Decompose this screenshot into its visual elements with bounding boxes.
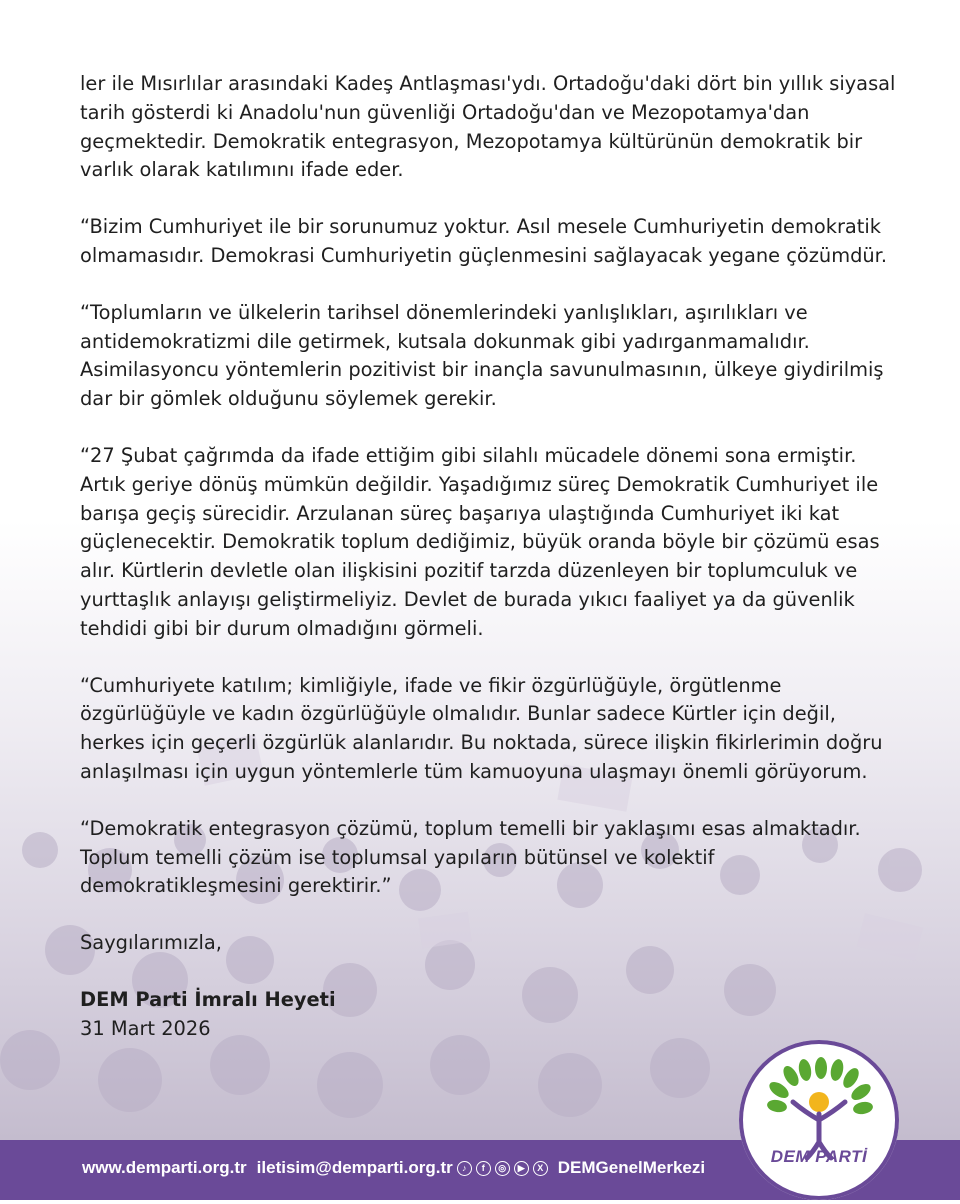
paragraph: “27 Şubat çağrımda da ifade ettiğim gibi silahlı mücadele dönemi sona ermiştir. Artık geriye dönüş mümkün değildir. Yaşadığımız süreç Demokratik Cumhuriyet ile barışa geçiş sürecidir. Arzulanan süreç başarıya ulaştığında Cumhuriyet iki kat güçlenecektir. Demokratik toplum dediğimiz, büyük oranda böyle bir çözümü esas alır. Kürtlerin devletle olan ilişkisini pozitif tarzda düzenleyen bir toplumculuk ve yurttaşlık anlayışı geliştirmeliyiz. Devlet de burada yıkıcı faaliyet ya da güvenlik tehdidi gibi bir durum olmadığını görmeli. [80,443,880,640]
dem-parti-logo [739,1040,899,1200]
email-link[interactable]: iletisim@demparti.org.tr [256,1158,453,1177]
facebook-icon[interactable]: f [476,1161,491,1176]
signature-date: 31 Mart 2026 [80,1016,211,1040]
signature-name: DEM Parti İmralı Heyeti [80,987,336,1011]
paragraph: “Demokratik entegrasyon çözümü, toplum temelli bir yaklaşımı esas almaktadır. Toplum temelli çözüm ise toplumsal yapıların bütünsel ve kolektif demokratikleşmesini gerektirir.” [80,816,861,898]
tree-figure-icon [739,1040,899,1200]
social-icons [457,1161,552,1176]
closing: Saygılarımızla, [80,931,222,955]
paragraph: “Cumhuriyete katılım; kimliğiyle, ifade ve fikir özgürlüğüyle, örgütlenme özgürlüğüyle ve kadın özgürlüğüyle olmalıdır. Bunlar sadece Kürtler için değil, herkes için geçerli özgürlük alanlarıdır. Bu noktada, sürece ilişkin fikirlerimin doğru anlaşılması için uygun yöntemlerle tüm kamuoyuna ulaşmayı önemli görüyorum. [80,673,883,783]
paragraph: ler ile Mısırlılar arasındaki Kadeş Antlaşması'ydı. Ortadoğu'daki dört bin yıllık siyasal tarih gösterdi ki Anadolu'nun güvenliği Ortadoğu'dan ve Mezopotamya'dan geçmektedir. Demokratik entegrasyon, Mezopotamya kültürünün demokratik bir varlık olarak katılımını ifade eder. [80,72,896,182]
statement-body [80,70,900,1044]
tiktok-icon[interactable]: ♪ [457,1161,472,1176]
x-icon[interactable]: X [533,1161,548,1176]
social-handle[interactable]: DEMGenelMerkezi [557,1158,706,1177]
paragraph: “Toplumların ve ülkelerin tarihsel dönemlerindeki yanlışlıkları, aşırılıkları ve antidemokratizmi dile getirmek, kutsala dokunmak gibi yadırganmamalıdır. Asimilasyoncu yöntemlerin pozitivist bir inançla savunulmasının, ülkeye giydirilmiş dar bir gömlek olduğunu söylemek gerekir. [80,300,884,411]
instagram-icon[interactable]: ◎ [495,1161,510,1176]
logo-text: DEM PARTİ [770,1147,868,1166]
youtube-icon[interactable]: ▶ [514,1161,529,1176]
paragraph: “Bizim Cumhuriyet ile bir sorunumuz yoktur. Asıl mesele Cumhuriyetin demokratik olmamasıdır. Demokrasi Cumhuriyetin güçlenmesini sağlayacak yegane çözümdür. [80,215,888,267]
website-link[interactable]: www.demparti.org.tr [82,1158,247,1177]
